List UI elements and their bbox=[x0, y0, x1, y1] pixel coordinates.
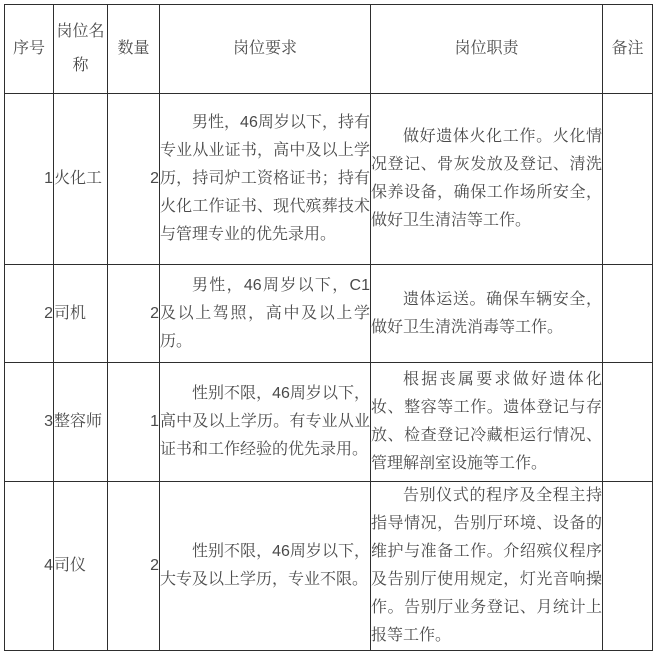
cell-position-name: 司机 bbox=[54, 265, 108, 363]
cell-requirements: 男性，46周岁以下，持有专业从业证书，高中及以上学历，持司炉工资格证书；持有火化工作证书、现代殡葬技术与管理专业的优先录用。 bbox=[160, 94, 371, 265]
header-row bbox=[5, 5, 653, 94]
table-row bbox=[5, 482, 653, 651]
cell-notes bbox=[603, 363, 653, 482]
cell-duties: 遗体运送。确保车辆安全，做好卫生清洗消毒等工作。 bbox=[371, 265, 603, 363]
header-position-name: 岗位名称 bbox=[54, 5, 108, 94]
cell-notes bbox=[603, 265, 653, 363]
table-row bbox=[5, 363, 653, 482]
cell-count: 2 bbox=[108, 94, 160, 265]
cell-notes bbox=[603, 94, 653, 265]
cell-count: 1 bbox=[108, 363, 160, 482]
cell-position-name: 火化工 bbox=[54, 94, 108, 265]
cell-index: 2 bbox=[5, 265, 54, 363]
header-requirements: 岗位要求 bbox=[160, 5, 371, 94]
job-positions-table bbox=[4, 4, 653, 651]
cell-duties: 根据丧属要求做好遗体化妆、整容等工作。遗体登记与存放、检查登记冷藏柜运行情况、管理解剖室设施等工作。 bbox=[371, 363, 603, 482]
cell-duties: 做好遗体火化工作。火化情况登记、骨灰发放及登记、清洗保养设备，确保工作场所安全，做好卫生清洁等工作。 bbox=[371, 94, 603, 265]
header-duties: 岗位职责 bbox=[371, 5, 603, 94]
cell-index: 1 bbox=[5, 94, 54, 265]
cell-requirements: 性别不限，46周岁以下，高中及以上学历。有专业从业证书和工作经验的优先录用。 bbox=[160, 363, 371, 482]
header-count: 数量 bbox=[108, 5, 160, 94]
cell-requirements: 男性，46周岁以下，C1及以上驾照，高中及以上学历。 bbox=[160, 265, 371, 363]
cell-requirements: 性别不限，46周岁以下，大专及以上学历，专业不限。 bbox=[160, 482, 371, 651]
cell-position-name: 司仪 bbox=[54, 482, 108, 651]
header-notes: 备注 bbox=[603, 5, 653, 94]
cell-duties: 告别仪式的程序及全程主持指导情况，告别厅环境、设备的维护与准备工作。介绍殡仪程序及告别厅使用规定，灯光音响操作。告别厅业务登记、月统计上报等工作。 bbox=[371, 482, 603, 651]
cell-count: 2 bbox=[108, 265, 160, 363]
cell-notes bbox=[603, 482, 653, 651]
table-row bbox=[5, 94, 653, 265]
cell-count: 2 bbox=[108, 482, 160, 651]
table-row bbox=[5, 265, 653, 363]
cell-index: 3 bbox=[5, 363, 54, 482]
cell-position-name: 整容师 bbox=[54, 363, 108, 482]
header-index: 序号 bbox=[5, 5, 54, 94]
cell-index: 4 bbox=[5, 482, 54, 651]
